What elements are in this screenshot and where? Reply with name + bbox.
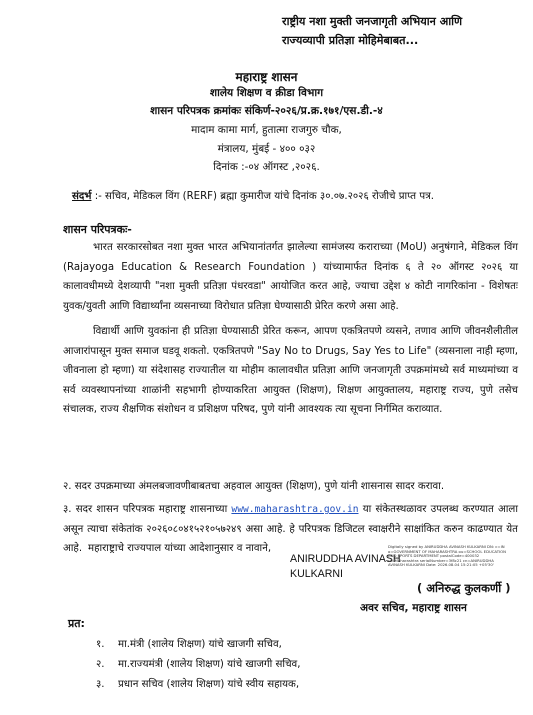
copy-item [96, 656, 300, 670]
signer-name-line-1: ANIRUDDHA AVINASH [290, 553, 401, 565]
copy-item-number: २. [96, 659, 105, 670]
copy-item [96, 676, 299, 690]
circular-label: शासन परिपत्रकः- [63, 223, 132, 236]
paragraph-2 [63, 322, 518, 420]
address-line-1: मादाम कामा मार्ग, हुतात्मा राजगुरु चौक, [191, 124, 342, 136]
copy-item [96, 636, 282, 650]
reference-label: संदर्भ [72, 191, 92, 202]
digital-signature-details: Digitally signed by ANIRUDDHA AVINASH KULKARNI DN: c=IN o=GOVERNMENT OF MAHARASHTRA ou=SCHOOL EDUCATION AND SPORTS DEPARTMENT postalCode=400032 st=Maharashtra serialNumber=3f8c21 cn=ANIRUDDHA AVINASH KULKARNI Date: 2026.08.04 15:21:05 +05'30' [388, 544, 506, 568]
subject-line-2: राज्यव्यापी प्रतिज्ञा मोहिमेबाबत... [282, 34, 419, 47]
copy-item-number: १. [96, 639, 105, 650]
paragraph-1-text: भारत सरकारसोबत नशा मुक्त भारत अभियानांतर्गत झालेल्या सामंजस्य कराराच्या (MoU) अनुषंगाने, मेडिकल विंग (Rajayoga Education & Research Foundation ) यांच्यामार्फत दिनांक ६ ते २० ऑगस्ट २०२६ या कालावधीमध्ये देशव्यापी "नशा मुक्ती प्रतिज्ञा पंधरवडा" आयोजित करत आहे, ज्याचा उद्देश ४ कोटी नागरिकांना - विशेषतः युवक/युवती आणि विद्यार्थ्यांना व्यसनाच्या विरोधात प्रतिज्ञा घेण्यासाठी प्रेरित करणे असा आहे. [63, 242, 518, 312]
reference-line [72, 188, 434, 202]
government-title: महाराष्ट्र शासन [235, 70, 298, 84]
circular-number: शासन परिपत्रक क्रमांकः संकिर्ण-२०२६/प्र.क्र.१७१/एस.डी.-४ [150, 105, 383, 117]
copy-item-text: मा.राज्यमंत्री (शालेय शिक्षण) यांचे खाजगी सचिव, [118, 659, 301, 670]
signatory-designation: अवर सचिव, महाराष्ट्र शासन [360, 602, 467, 614]
paragraph-4-before: ३. सदर शासन परिपत्रक महाराष्ट्र शासनाच्या [63, 504, 232, 515]
copy-item-text: प्रधान सचिव (शालेय शिक्षण) यांचे स्वीय सहायक, [118, 679, 300, 690]
paragraph-2-text: विद्यार्थी आणि युवकांना ही प्रतिज्ञा घेण्यासाठी प्रेरित करून, आपण एकत्रितपणे व्यसने, तणाव आणि जीवनशैलीतील आजारांपासून मुक्त समाज घडवू शकतो. एकत्रितपणे "Say No to Drugs, Say Yes to Life" (व्यसनाला नाही म्हणा, जीवनाला हो म्हणा) या संदेशासह राज्यातील या मोहीम कालावधीत प्रतिज्ञा आणि जनजागृती उपक्रमांमध्ये सर्व माध्यमांच्या व सर्व व्यवस्थापनांच्या शाळांनी सहभागी होण्याकरिता आयुक्त (शिक्षण), शिक्षण आयुक्तालय, महाराष्ट्र राज्य, पुणे तसेच संचालक, राज्य शैक्षणिक संशोधन व प्रशिक्षण परिषद, पुणे यांनी आवश्यक त्या सूचना निर्गमित कराव्यात. [63, 326, 518, 415]
copy-item-number: ३. [96, 679, 105, 690]
signatory-name: ( अनिरुद्ध कुलकर्णी ) [417, 581, 511, 595]
copy-item-text: मा.मंत्री (शालेय शिक्षण) यांचे खाजगी सचिव, [118, 639, 282, 650]
paragraph-4-after: या संकेतस्थळावर उपलब्ध करण्यात आला असून त्याचा संकेतांक २०२६०८०४१५२१०५७२४९ असा आहे. हे परिपत्रक डिजिटल स्वाक्षरीने साक्षांकित करुन काढण्यात येत आहे. [63, 504, 518, 554]
website-link[interactable]: www.maharashtra.gov.in [231, 504, 359, 515]
subject-line-1: राष्ट्रीय नशा मुक्ती जनजागृती अभियान आणि [282, 15, 463, 28]
reference-text: :- सचिव, मेडिकल विंग (RERF) ब्रह्मा कुमारीज यांचे दिनांक ३०.०७.२०२६ रोजीचे प्राप्त पत्र. [91, 191, 434, 202]
order-line: महाराष्ट्राचे राज्यपाल यांच्या आदेशानुसार व नावाने, [88, 543, 272, 554]
address-line-2: मंत्रालय, मुंबई - ४०० ०३२ [217, 143, 316, 155]
signer-name-line-2: KULKARNI [290, 568, 343, 580]
paragraph-1 [63, 238, 518, 316]
paragraph-3: २. सदर उपक्रमाच्या अंमलबजावणीबाबतचा अहवाल आयुक्त (शिक्षण), पुणे यांनी शासनास सादर करावा. [63, 481, 445, 492]
department-title: शालेय शिक्षण व क्रीडा विभाग [209, 87, 324, 99]
circular-date: दिनांक :-०४ ऑगस्ट ,२०२६. [213, 161, 320, 173]
copy-label: प्रत: [68, 617, 85, 630]
